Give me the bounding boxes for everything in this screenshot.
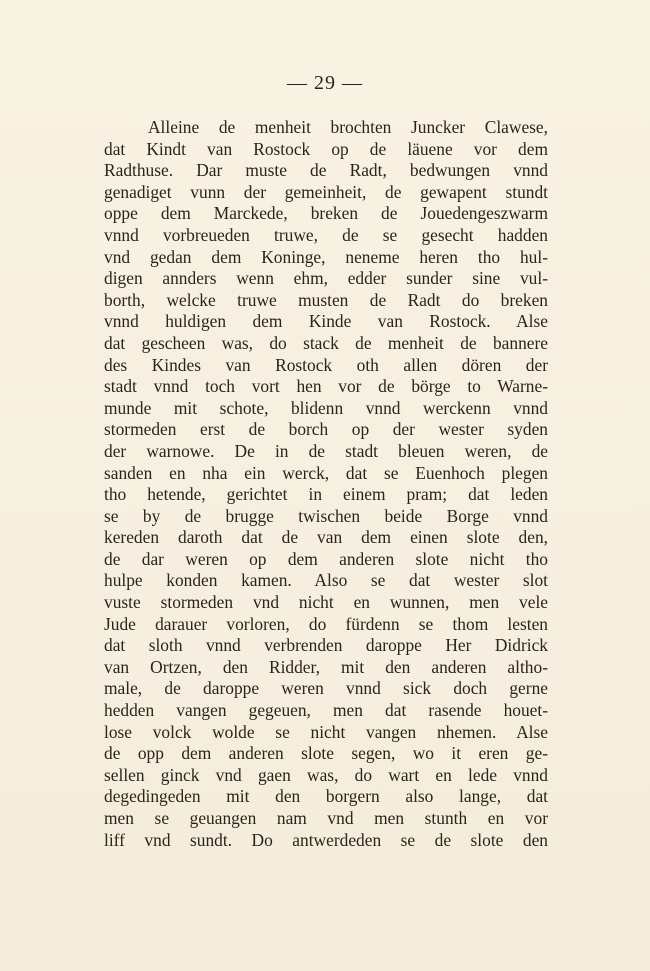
- text-line: kereden daroth dat de van dem einen slote den,: [104, 527, 548, 548]
- text-line: hedden vangen gegeuen, men dat rasende houet-: [104, 700, 548, 721]
- text-line: Radthuse. Dar muste de Radt, bedwungen vnnd: [104, 160, 548, 181]
- text-line: de dar weren op dem anderen slote nicht tho: [104, 548, 548, 569]
- text-line: digen annders wenn ehm, edder sunder sine vul-: [104, 268, 548, 289]
- text-line: munde mit schote, blidenn vnnd werckenn vnnd: [104, 397, 548, 418]
- text-line: borth, welcke truwe musten de Radt do breken: [104, 289, 548, 310]
- text-line: tho hetende, gerichtet in einem pram; dat leden: [104, 484, 548, 505]
- text-line: vuste stormeden vnd nicht en wunnen, men vele: [104, 592, 548, 613]
- text-line: men se geuangen nam vnd men stunth en vor: [104, 808, 548, 828]
- text-line: de opp dem anderen slote segen, wo it eren ge-: [104, 743, 548, 764]
- text-line: liff vnd sundt. Do antwerdeden se de slote den: [104, 829, 548, 850]
- text-line: dat gescheen was, do stack de menheit de bannere: [104, 332, 548, 353]
- text-line: vnnd huldigen dem Kinde van Rostock. Alse: [104, 311, 548, 332]
- text-line: der warnowe. De in de stadt bleuen weren, de: [104, 440, 548, 461]
- page-number: — 29 —: [287, 72, 363, 94]
- text-line: sanden en nha ein werck, dat se Euenhoch plegen: [104, 462, 548, 483]
- text-line: vnd gedan dem Koninge, neneme heren tho hul-: [104, 246, 548, 267]
- text-line: dat Kindt van Rostock op de läuene vor dem: [104, 138, 548, 159]
- text-line: van Ortzen, den Ridder, mit den anderen altho-: [104, 656, 548, 677]
- text-line: se by de brugge twischen beide Borge vnnd: [104, 505, 548, 526]
- text-line: lose volck wolde se nicht vangen nhemen. Alse: [104, 721, 548, 742]
- text-line: male, de daroppe weren vnnd sick doch gerne: [104, 678, 548, 699]
- body-text: [104, 117, 548, 851]
- text-line: stadt vnnd toch vort hen vor de börge to Warne-: [104, 376, 548, 397]
- text-line: des Kindes van Rostock oth allen dören der: [104, 354, 548, 375]
- text-line: Alleine de menheit brochten Juncker Clawese,: [148, 117, 548, 137]
- text-line: genadiget vunn der gemeinheit, de gewapent stundt: [104, 181, 548, 202]
- text-line: vnnd vorbreueden truwe, de se gesecht hadden: [104, 224, 548, 245]
- text-line: oppe dem Marckede, breken de Jouedengeszwarm: [104, 203, 548, 224]
- text-line: degedingeden mit den borgern also lange, dat: [104, 786, 548, 807]
- text-line: sellen ginck vnd gaen was, do wart en lede vnnd: [104, 764, 548, 785]
- text-line: stormeden erst de borch op der wester syden: [104, 419, 548, 440]
- text-line: dat sloth vnnd verbrenden daroppe Her Didrick: [104, 635, 548, 656]
- text-line: hulpe konden kamen. Also se dat wester slot: [104, 570, 548, 591]
- text-line: Jude darauer vorloren, do fürdenn se thom lesten: [104, 613, 548, 634]
